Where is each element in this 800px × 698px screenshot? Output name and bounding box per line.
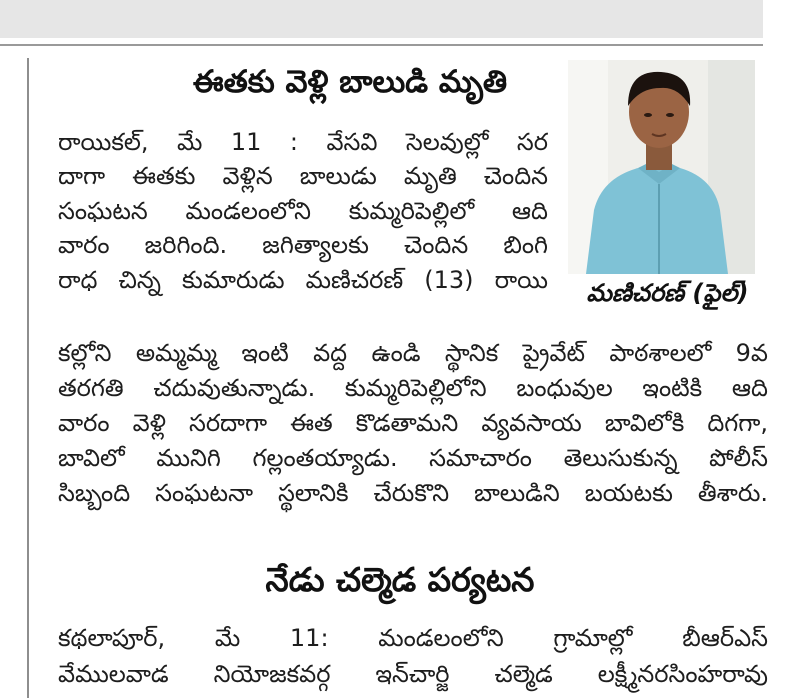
article-headline: నేడు చల్మెడ పర్యటన bbox=[265, 560, 535, 599]
article-text-line: రాయికల్, మే 11 : వేసవి సెలవుల్లో సర bbox=[58, 128, 548, 156]
article-text-line: రాధ చిన్న కుమారుడు మణిచరణ్ (13) రాయి bbox=[58, 266, 548, 294]
article-text-line: వారం వెళ్లి సరదాగా ఈత కొడతామని వ్యవసాయ బావిలోకి దిగగా, bbox=[58, 409, 768, 437]
cropped-text-fragment bbox=[250, 0, 550, 8]
boy-photo bbox=[568, 60, 755, 274]
article-text-line: దాగా ఈతకు వెళ్లిన బాలుడు మృతి చెందిన bbox=[58, 162, 548, 190]
article-headline: ఈతకు వెళ్లి బాలుడి మృతి bbox=[192, 64, 508, 100]
previous-article-strip bbox=[0, 0, 763, 38]
section-divider bbox=[0, 44, 763, 46]
article-text-line: కల్లోని అమ్మమ్మ ఇంటి వద్ద ఉండి స్థానిక ప్రైవేట్ పాఠశాలలో 9వ bbox=[58, 339, 768, 367]
article-text-line: తరగతి చదువుతున్నాడు. కుమ్మరిపెల్లిలోని బంధువుల ఇంటికి ఆది bbox=[58, 374, 768, 402]
article-text-line: సిబ్బంది సంఘటనా స్థలానికి చేరుకొని బాలుడిని బయటకు తీశారు. bbox=[58, 479, 768, 507]
photo-caption: మణిచరణ్ (ఫైల్) bbox=[586, 279, 749, 307]
article-text-line: కథలాపూర్, మే 11: మండలంలోని గ్రామాల్లో బీఆర్ఎస్ bbox=[58, 624, 768, 652]
article-text-line: సంఘటన మండలంలోని కుమ్మరిపెల్లిలో ఆది bbox=[58, 197, 548, 225]
column-rule bbox=[27, 58, 29, 698]
article-text-line: బావిలో మునిగి గల్లంతయ్యాడు. సమాచారం తెలుసుకున్న పోలీస్ bbox=[58, 444, 768, 472]
article-text-line: వారం జరిగింది. జగిత్యాలకు చెందిన బింగి bbox=[58, 231, 548, 259]
boy-photo-image bbox=[568, 60, 755, 274]
article-text-line: వేములవాడ నియోజకవర్గ ఇన్‌చార్జి చల్మెడ లక్ష్మీనరసింహరావు bbox=[58, 660, 768, 688]
